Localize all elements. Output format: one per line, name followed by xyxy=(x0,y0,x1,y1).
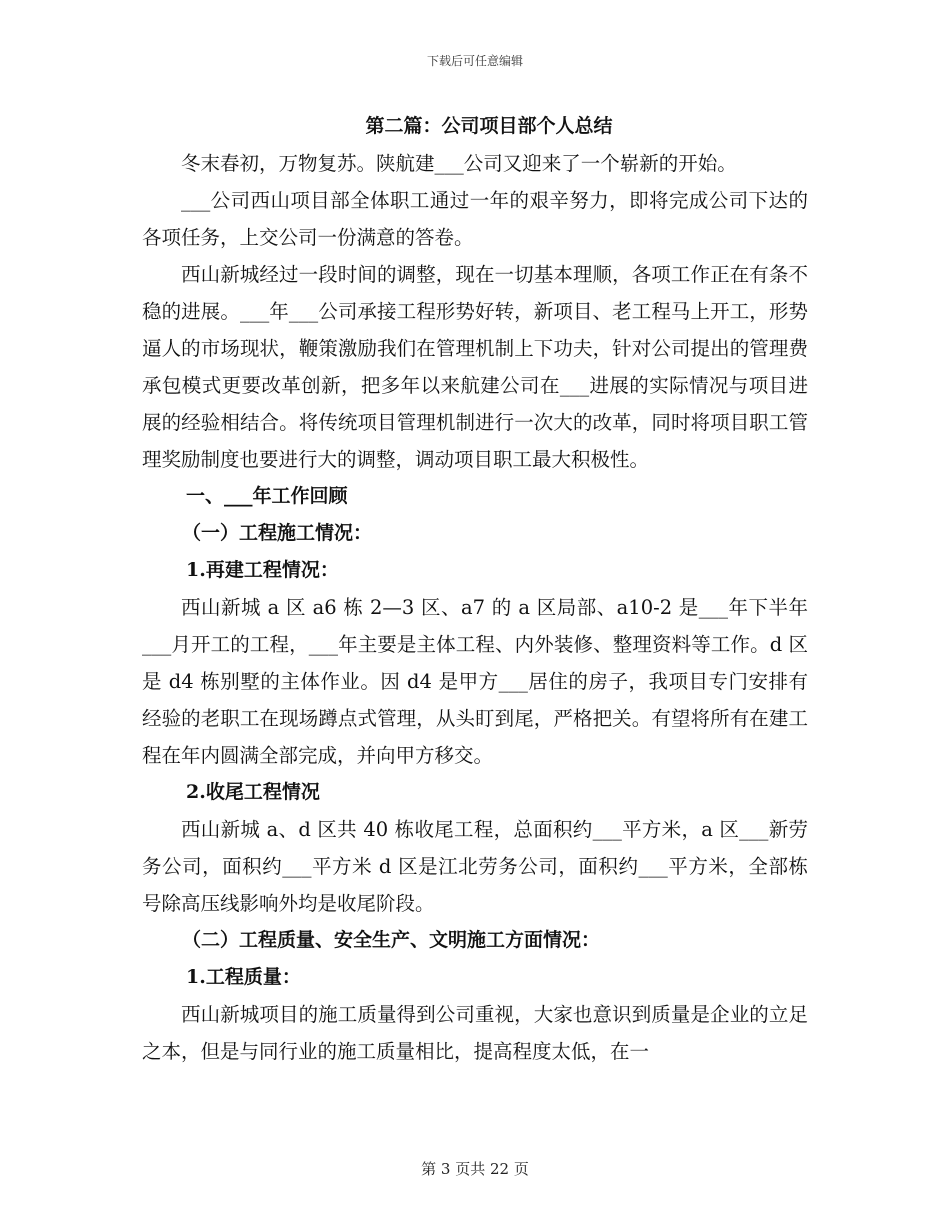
paragraph-quality: 西山新城项目的施工质量得到公司重视，大家也意识到质量是企业的立足之本，但是与同行业的施工质量相比，提高程度太低，在一 xyxy=(142,1003,808,1063)
document-body xyxy=(142,108,808,1070)
page-header-note: 下载后可任意编辑 xyxy=(426,54,523,68)
item-heading-quality: 1.工程质量： xyxy=(186,966,301,988)
page-number-footer: 第 3 页共 22 页 xyxy=(421,1160,529,1178)
paragraph-intro: 冬末春初，万物复苏。陕航建___公司又迎来了一个崭新的开始。 xyxy=(181,152,737,175)
item-heading-finishing: 2.收尾工程情况 xyxy=(186,781,320,803)
document-title: 第二篇：公司项目部个人总结 xyxy=(365,115,613,137)
subsection-heading-construction: （一）工程施工情况： xyxy=(182,522,373,544)
section-heading-review: 一、___年工作回顾 xyxy=(186,485,348,507)
item-heading-rebuild: 1.再建工程情况： xyxy=(186,559,339,581)
paragraph-summary: ___公司西山项目部全体职工通过一年的艰辛努力，即将完成公司下达的各项任务，上交公司一份满意的答卷。 xyxy=(142,189,808,249)
subsection-heading-quality-safety: （二）工程质量、安全生产、文明施工方面情况： xyxy=(182,929,601,951)
paragraph-finishing: 西山新城 a、d 区共 40 栋收尾工程，总面积约___平方米，a 区___新劳务公司，面积约___平方米 d 区是江北劳务公司，面积约___平方米，全部栋号除高压线影响外均是收尾阶段。 xyxy=(142,818,808,915)
paragraph-rebuild: 西山新城 a 区 a6 栋 2—3 区、a7 的 a 区局部、a10-2 是___年下半年___月开工的工程，___年主要是主体工程、内外装修、整理资料等工作。d 区是 d4 栋别墅的主体作业。因 d4 是甲方___居住的房子，我项目专门安排有经验的老职工在现场蹲点式管理，从头盯到尾，严格把关。有望将所有在建工程在年内圆满全部完成，并向甲方移交。 xyxy=(142,596,808,767)
paragraph-background: 西山新城经过一段时间的调整，现在一切基本理顺，各项工作正在有条不稳的进展。___年___公司承接工程形势好转，新项目、老工程马上开工，形势逼人的市场现状，鞭策激励我们在管理机制上下功夫，针对公司提出的管理费承包模式更要改革创新，把多年以来航建公司在___进展的实际情况与项目进展的经验相结合。将传统项目管理机制进行一次大的改革，同时将项目职工管理奖励制度也要进行大的调整，调动项目职工最大积极性。 xyxy=(142,263,808,471)
